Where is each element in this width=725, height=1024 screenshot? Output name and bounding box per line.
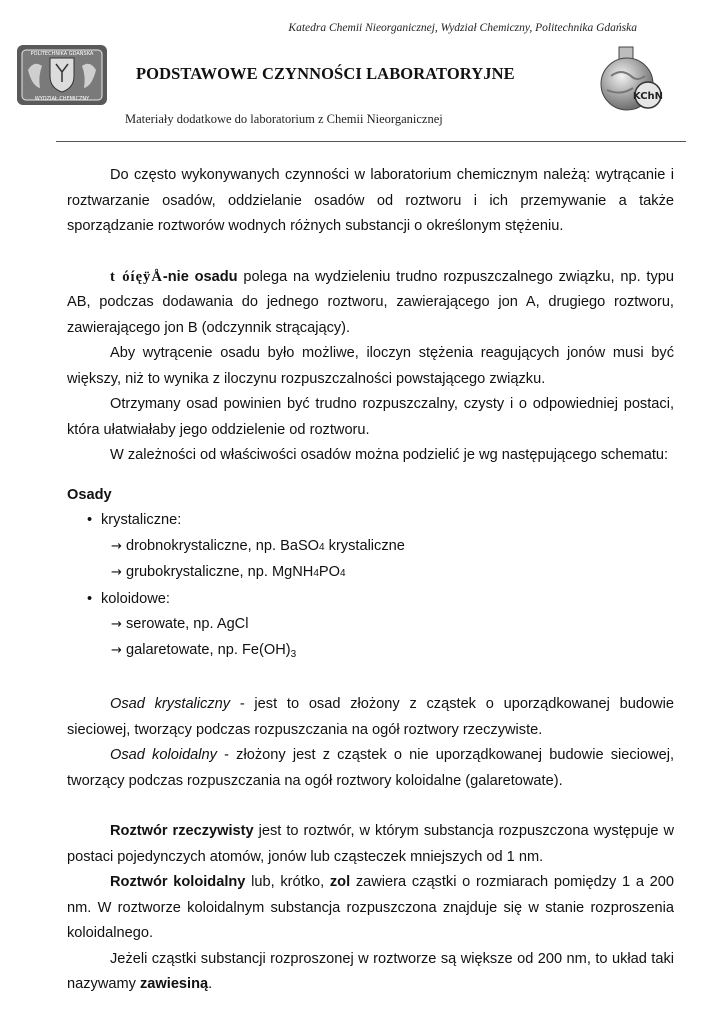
grubo-sub1: 4 (313, 568, 319, 579)
list-subitem-drobno (67, 534, 674, 561)
arrow-icon: → (111, 617, 122, 632)
kchn-logo-text: KChN (632, 91, 664, 102)
list-subitem-grubo (67, 560, 674, 587)
serowate-text: serowate, np. AgCl (125, 616, 249, 632)
garbled-term: t óíęÿÅ (110, 268, 163, 285)
list-item-krystaliczne (67, 508, 674, 534)
seal-text-top: POLITECHNIKA GDAŃSKA (30, 51, 94, 57)
grubo-text: grubokrystaliczne, np. MgNH (125, 564, 314, 580)
intro-paragraph: Do często wykonywanych czynności w laboratorium chemicznym należą: wytrącanie i roztwarzanie osadów, oddzielanie osadów od roztworu i ich przemywanie a także sporządzanie roztworów wodnych różnych substancji o określonym stężeniu. (67, 167, 674, 234)
precipitation-paragraph (67, 265, 674, 342)
def-roztwor-koloidalny (67, 870, 674, 947)
solubility-paragraph: Aby wytrącenie osadu było możliwe, iloczyn stężenia reagujących jonów musi być większy, niż to wynika z iloczynu rozpuszczalności powstającego związku. (67, 345, 674, 387)
list-item-koloidowe (67, 587, 674, 613)
def-text: Jeżeli cząstki substancji rozproszonej w roztworze są większe od 200 nm, to układ taki nazywamy (67, 950, 674, 992)
kchn-flask-logo (597, 46, 665, 114)
list-item-label: krystaliczne: (101, 512, 182, 528)
def-text: lub, krótko, (245, 874, 330, 890)
list-subitem-galaretowate (67, 638, 674, 668)
def-osad-koloidalny (67, 743, 674, 794)
bullet-icon: • (87, 590, 93, 607)
arrow-icon: → (111, 642, 122, 658)
precipitate-quality-paragraph: Otrzymany osad powinien być trudno rozpuszczalny, czysty i o odpowiedniej postaci, która ułatwiałaby jego oddzielenie od roztworu. (67, 396, 674, 438)
university-seal-logo (14, 42, 110, 108)
term-osad-krystaliczny: Osad krystaliczny (110, 696, 231, 712)
arrow-icon: → (111, 538, 122, 554)
term-osad-koloidalny: Osad koloidalny (110, 747, 217, 763)
grubo-sub2: 4 (340, 568, 346, 579)
osady-heading: Osady (67, 486, 112, 503)
def-text: - złożony jest z cząstek o nie uporządkowanej budowie sieciowej, tworzący podczas rozpuszczania na ogół roztwory koloidalne (galaretowate). (67, 747, 675, 789)
bullet-icon: • (87, 512, 93, 528)
def-text: jest to roztwór, w którym substancja rozpuszczona występuje w postaci pojedynczych atomów, jonów lub cząsteczek mniejszych od 1 nm. (67, 823, 674, 865)
list-item-label: koloidowe: (101, 590, 170, 607)
classification-intro-paragraph: W zależności od właściwości osadów można podzielić je wg następującego schematu: (110, 447, 669, 463)
def-tail: . (208, 976, 213, 992)
def-text: zawiera cząstki o rozmiarach pomiędzy 1 a 200 nm. W roztworze koloidalnym substancja rozpuszczona znajduje się w stanie rozproszenia koloidalnego. (67, 874, 674, 941)
term-zol: zol (329, 874, 351, 890)
seal-text-bottom: WYDZIAŁ CHEMICZNY (34, 96, 90, 102)
page-title: PODSTAWOWE CZYNNOŚCI LABORATORYJNE (136, 64, 515, 83)
term-zawiesina: zawiesiną (140, 976, 209, 992)
page-subtitle: Materiały dodatkowe do laboratorium z Chemii Nieorganicznej (125, 112, 443, 126)
def-text: - jest to osad złożony z cząstek o uporządkowanej budowie sieciowej, tworzący podczas rozpuszczania na ogół roztwory rzeczywiste. (67, 696, 674, 738)
precipitation-term-rest: -nie osadu (162, 268, 238, 285)
document-body (67, 163, 674, 998)
header-divider (56, 141, 686, 142)
arrow-icon: → (111, 565, 122, 580)
drobno-sub: 4 (319, 541, 325, 553)
galaretowate-text: galaretowate, np. Fe(OH) (125, 641, 291, 658)
def-zawiesina (67, 947, 674, 998)
galaretowate-sub: 3 (290, 648, 297, 660)
grubo-mid: PO (318, 564, 340, 580)
term-roztwor-rzeczywisty: Roztwór rzeczywisty (110, 823, 254, 839)
def-roztwor-rzeczywisty (67, 819, 674, 870)
list-subitem-serowate (67, 612, 674, 638)
def-osad-krystaliczny (67, 692, 674, 743)
term-roztwor-koloidalny: Roztwór koloidalny (110, 874, 246, 890)
drobno-text: drobnokrystaliczne, np. BaSO (125, 537, 320, 554)
precipitation-text: polega na wydzieleniu trudno rozpuszczalnego związku, np. typu AB, podczas dodawania do jednego roztworu, zawierającego jon A, drugiego roztworu, zawierającego jon B (odczynnik strącający). (67, 268, 674, 336)
header-institution-line: Katedra Chemii Nieorganicznej, Wydział Chemiczny, Politechnika Gdańska (288, 22, 637, 34)
drobno-tail: krystaliczne (324, 537, 405, 554)
